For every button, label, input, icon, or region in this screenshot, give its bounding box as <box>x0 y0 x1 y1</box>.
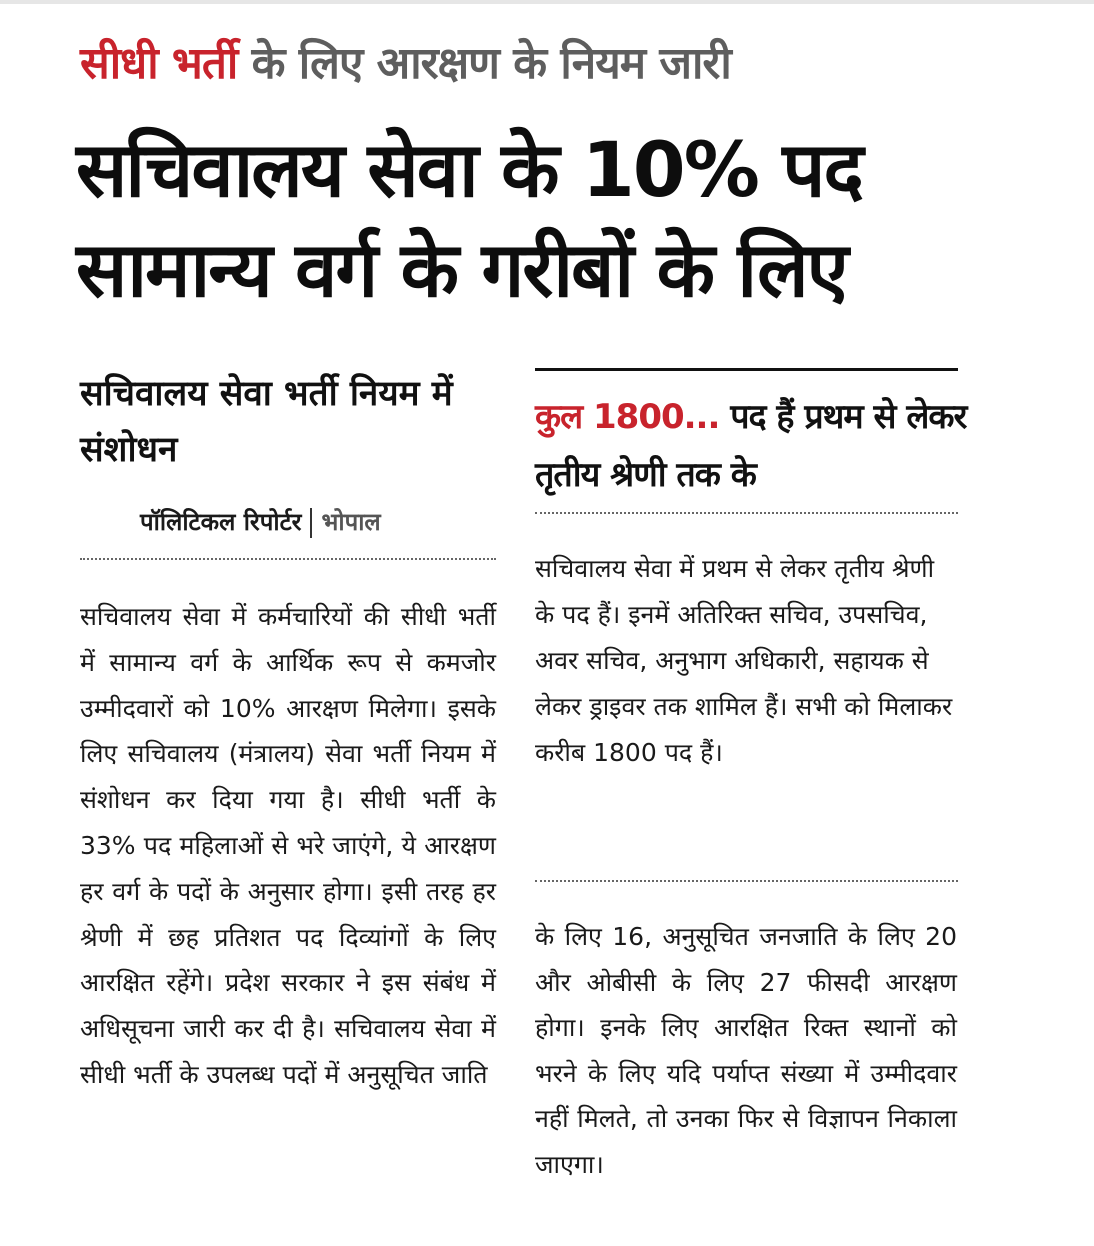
kicker-text: के लिए आरक्षण के नियम जारी <box>237 38 731 89</box>
headline-line-1: सचिवालय सेवा के 10% पद <box>76 125 862 214</box>
byline <box>140 502 381 542</box>
top-border <box>0 0 1094 4</box>
kicker-highlight: सीधी भर्ती <box>80 38 238 89</box>
byline-separator <box>310 508 312 538</box>
right-box-title <box>535 388 975 504</box>
right-divider-top <box>535 512 958 514</box>
right-box-rule <box>535 368 958 371</box>
kicker <box>80 34 731 94</box>
byline-city: भोपाल <box>321 508 381 536</box>
left-divider <box>80 558 496 560</box>
right-body-text-1: सचिवालय सेवा में प्रथम से लेकर तृतीय श्रेणी के पद हैं। इनमें अतिरिक्त सचिव, उपसचिव, अवर सचिव, अनुभाग अधिकारी, सहायक से लेकर ड्राइवर तक शामिल हैं। सभी को मिलाकर करीब 1800 पद हैं। <box>535 554 953 767</box>
right-divider-middle <box>535 880 958 882</box>
headline-line-2: सामान्य वर्ग के गरीबों के लिए <box>76 225 847 314</box>
right-box-title-text: पद हैं प्रथम से लेकर तृतीय श्रेणी तक के <box>535 397 967 495</box>
right-body-text-2: के लिए 16, अनुसूचित जनजाति के लिए 20 और ओबीसी के लिए 27 फीसदी आरक्षण होगा। इनके लिए आरक्षित रिक्त स्थानों को भरने के लिए यदि पर्याप्त संख्या में उम्मीदवार नहीं मिलते, तो उनका फिर से विज्ञापन निकाला जाएगा। <box>535 922 957 1179</box>
left-body-text: सचिवालय सेवा में कर्मचारियों की सीधी भर्ती में सामान्य वर्ग के आर्थिक रूप से कमजोर उम्मीदवारों को 10% आरक्षण मिलेगा। इसके लिए सचिवालय (मंत्रालय) सेवा भर्ती नियम में संशोधन कर दिया गया है। सीधी भर्ती के 33% पद महिलाओं से भरे जाएंगे, ये आरक्षण हर वर्ग के पदों के अनुसार होगा। इसी तरह हर श्रेणी में छह प्रतिशत पद दिव्यांगों के लिए आरक्षित रहेंगे। प्रदेश सरकार ने इस संबंध में अधिसूचना जारी कर दी है। सचिवालय सेवा में सीधी भर्ती के उपलब्ध पदों में अनुसूचित जाति <box>80 602 496 1089</box>
headline <box>76 120 1036 320</box>
byline-reporter: पॉलिटिकल रिपोर्टर <box>140 508 302 536</box>
left-subhead: सचिवालय सेवा भर्ती नियम में संशोधन <box>80 373 453 470</box>
right-box-title-highlight: कुल 1800... <box>535 397 720 437</box>
